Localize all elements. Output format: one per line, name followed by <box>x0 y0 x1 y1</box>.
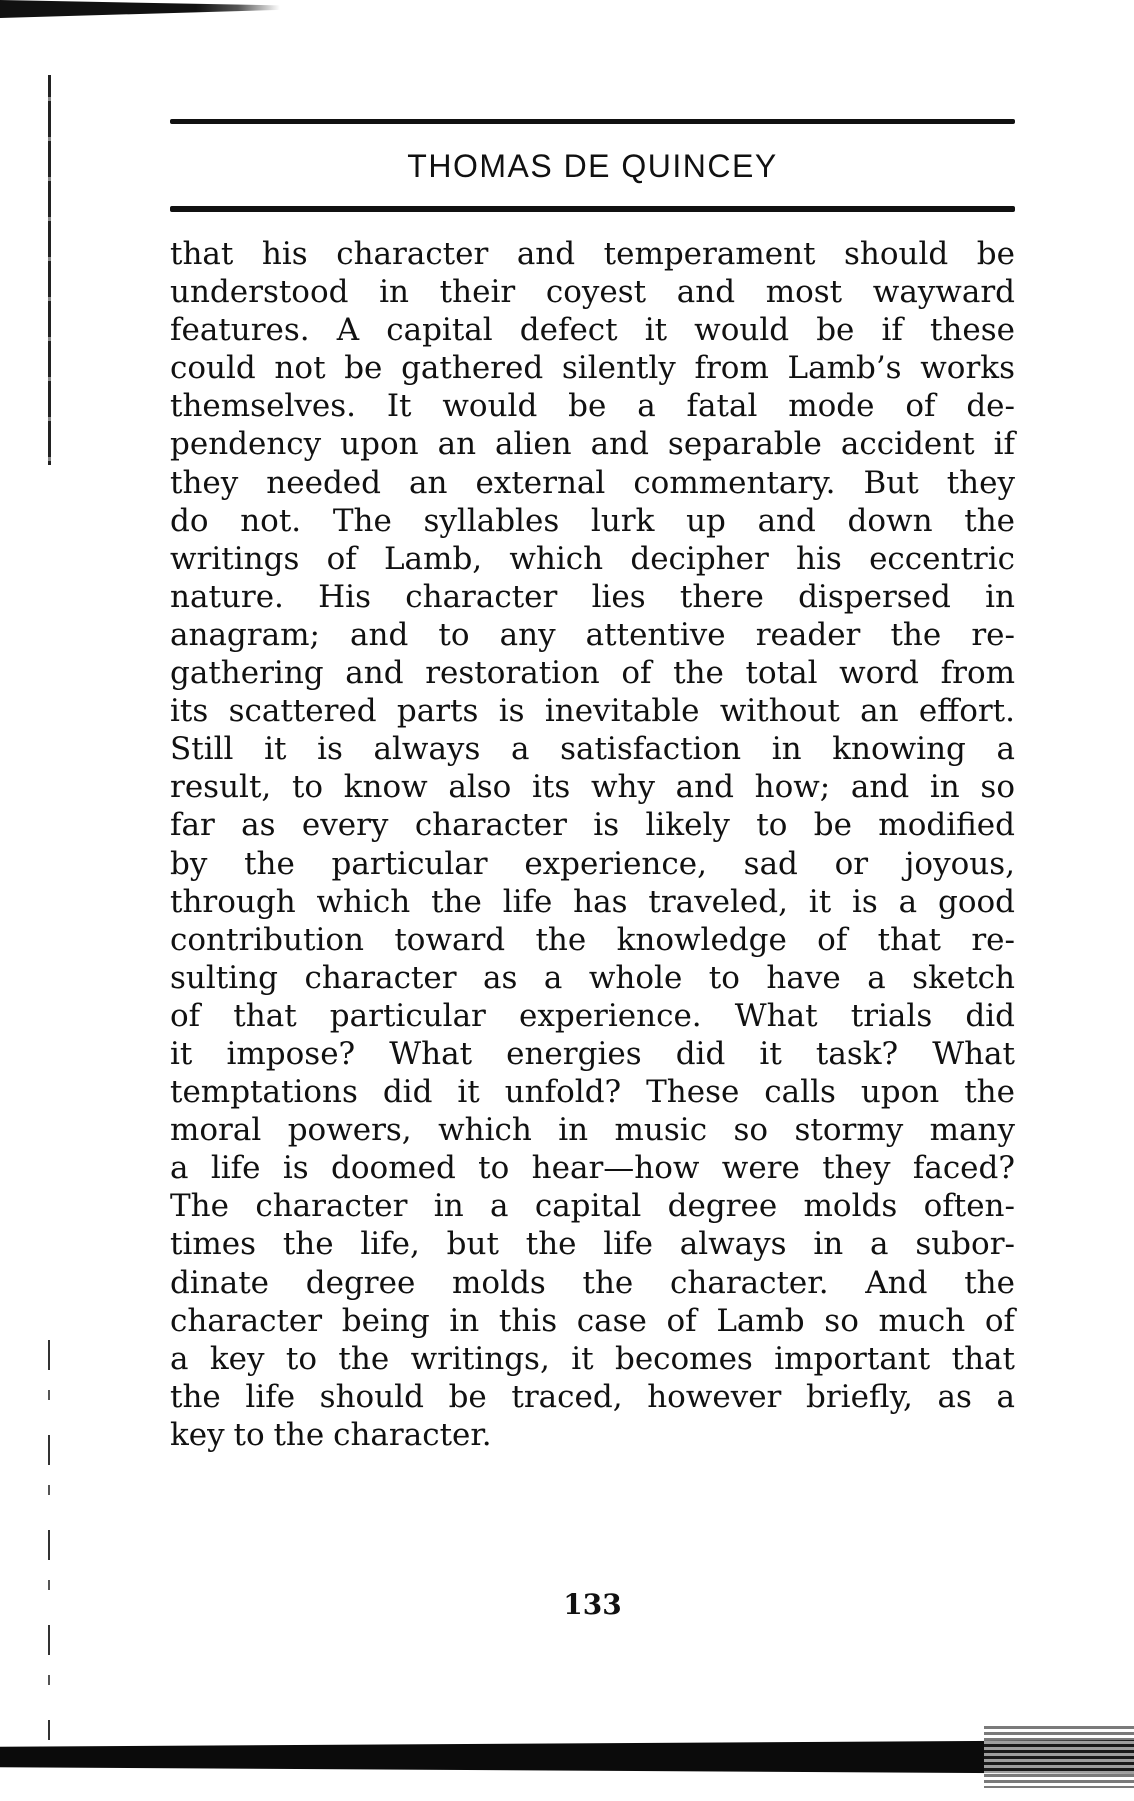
header-rule-bottom <box>170 206 1015 212</box>
text-line: a life is doomed to hear—how were they faced? <box>170 1150 1015 1187</box>
text-line: contribution toward the knowledge of that re- <box>170 921 1015 958</box>
text-line: it impose? What energies did it task? What <box>170 1035 1015 1072</box>
text-line: do not. The syllables lurk up and down the <box>170 502 1015 539</box>
text-line: dinate degree molds the character. And the <box>170 1264 1015 1301</box>
text-line: moral powers, which in music so stormy many <box>170 1112 1015 1149</box>
header-rule-top <box>170 119 1015 124</box>
text-line: anagram; and to any attentive reader the re- <box>170 616 1015 653</box>
text-line: features. A capital defect it would be if these <box>170 312 1015 349</box>
text-line: its scattered parts is inevitable without an effort. <box>170 693 1015 730</box>
body-text <box>170 235 1015 1454</box>
text-line: pendency upon an alien and separable accident if <box>170 426 1015 463</box>
text-line: a key to the writings, it becomes important that <box>170 1340 1015 1377</box>
text-line: that his character and temperament should be <box>170 236 1015 272</box>
text-line: result, to know also its why and how; and in so <box>170 769 1015 806</box>
text-line: they needed an external commentary. But they <box>170 464 1015 501</box>
scan-artifact-left-edge-lower <box>48 1340 50 1740</box>
scan-artifact-bottom-tail <box>984 1726 1134 1788</box>
scan-artifact-left-edge <box>48 75 51 465</box>
text-line: far as every character is likely to be modified <box>170 807 1015 844</box>
scan-artifact-bottom-band <box>0 1740 1134 1774</box>
page-number: 133 <box>563 1588 622 1621</box>
text-line: writings of Lamb, which decipher his eccentric <box>170 540 1015 577</box>
text-line: temptations did it unfold? These calls upon the <box>170 1074 1015 1111</box>
text-line: sulting character as a whole to have a sketch <box>170 959 1015 996</box>
text-line: Still it is always a satisfaction in knowing a <box>170 731 1015 768</box>
text-line: nature. His character lies there dispersed in <box>170 578 1015 615</box>
text-line: of that particular experience. What trials did <box>170 997 1015 1034</box>
text-line: understood in their coyest and most wayward <box>170 274 1015 311</box>
text-line: key to the character. <box>170 1416 492 1453</box>
text-line: by the particular experience, sad or joyous, <box>170 845 1015 882</box>
scan-artifact-top <box>0 0 280 18</box>
text-line: the life should be traced, however briefly, as a <box>170 1378 1015 1415</box>
text-line: times the life, but the life always in a subor- <box>170 1226 1015 1263</box>
text-line: character being in this case of Lamb so much of <box>170 1302 1015 1339</box>
running-head: THOMAS DE QUINCEY <box>407 148 778 184</box>
text-line: themselves. It would be a fatal mode of de- <box>170 388 1015 425</box>
text-line: gathering and restoration of the total word from <box>170 655 1015 692</box>
text-line: The character in a capital degree molds often- <box>170 1188 1015 1225</box>
text-line: through which the life has traveled, it is a good <box>170 883 1015 920</box>
text-line: could not be gathered silently from Lamb’s works <box>170 350 1015 387</box>
